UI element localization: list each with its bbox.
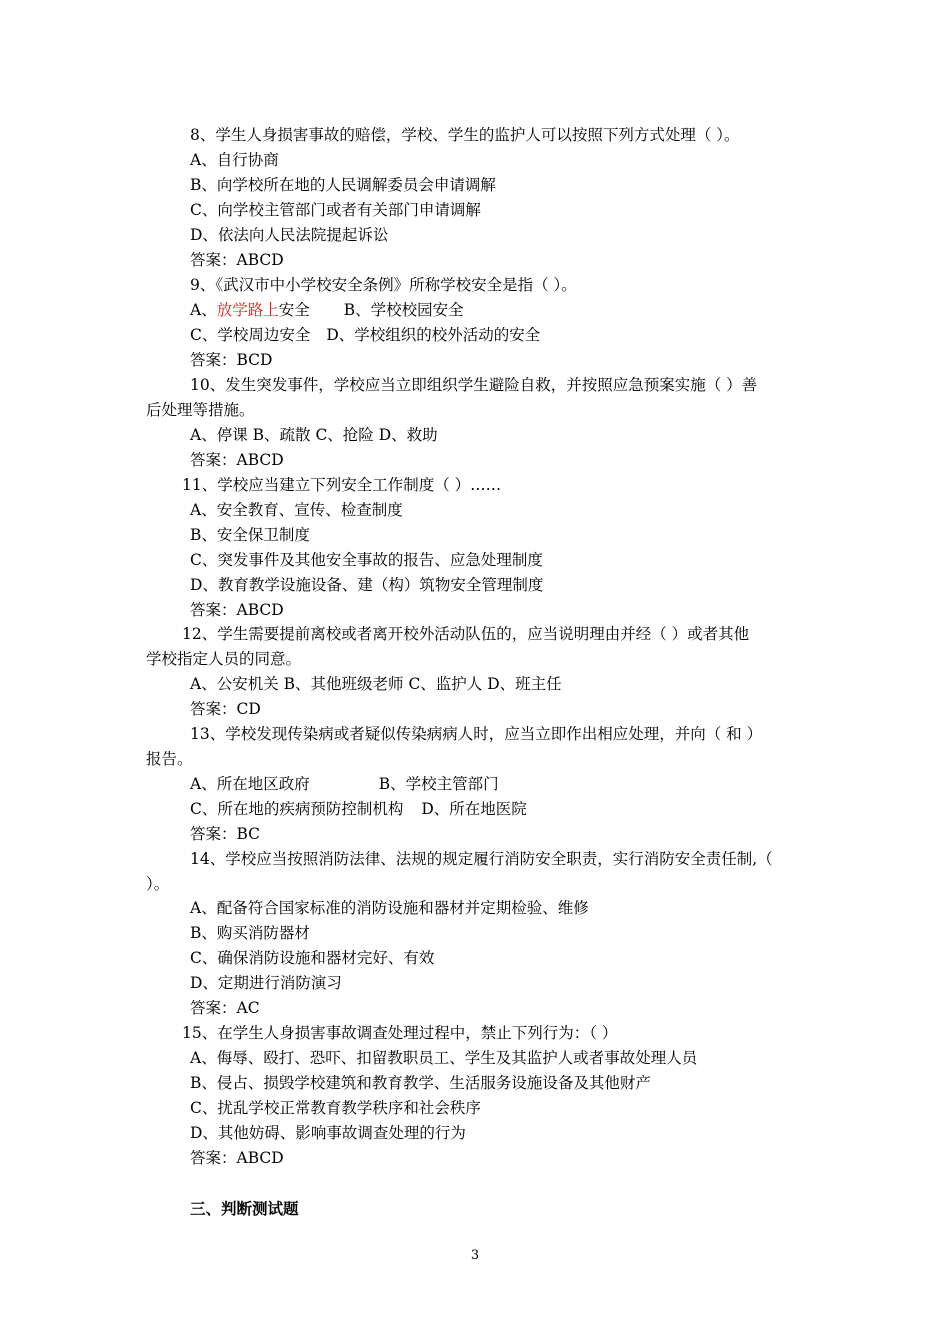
question-13-option-b: B、学校主管部门 [378, 775, 499, 793]
question-8-answer: 答案：ABCD [190, 251, 284, 269]
question-15-stem: 15、在学生人身损害事故调查处理过程中，禁止下列行为：（ ） [182, 1024, 618, 1042]
question-15-answer: 答案：ABCD [190, 1149, 284, 1167]
question-14-option-c: C、确保消防设施和器材完好、有效 [190, 949, 435, 967]
section-heading: 三、判断测试题 [190, 1199, 299, 1218]
page-number: 3 [470, 1248, 480, 1263]
question-14-stem-line-1: 14、学校应当按照消防法律、法规的规定履行消防安全职责，实行消防安全责任制,（ [190, 850, 773, 868]
question-13-options-ab [190, 772, 499, 797]
question-9-option-a-suffix: 安全 [278, 301, 310, 319]
question-11-option-c: C、突发事件及其他安全事故的报告、应急处理制度 [190, 551, 543, 569]
question-14-option-b: B、购买消防器材 [190, 924, 310, 942]
question-9-option-a-prefix: A、 [190, 301, 217, 319]
question-10-answer: 答案：ABCD [190, 451, 284, 469]
question-11-option-b: B、安全保卫制度 [190, 526, 310, 544]
question-10-options: A、停课 B、疏散 C、抢险 D、救助 [190, 426, 438, 444]
question-14-stem-line-2: ）。 [146, 875, 170, 893]
question-11-option-d: D、教育教学设施设备、建（构）筑物安全管理制度 [190, 576, 544, 594]
question-14-answer: 答案：AC [190, 999, 260, 1017]
question-8-option-c: C、向学校主管部门或者有关部门申请调解 [190, 201, 481, 219]
question-8-stem: 8、学生人身损害事故的赔偿，学校、学生的监护人可以按照下列方式处理（ ）。 [190, 126, 740, 144]
question-15-option-a: A、侮辱、殴打、恐吓、扣留教职员工、学生及其监护人或者事故处理人员 [190, 1049, 698, 1067]
question-13-answer: 答案：BC [190, 825, 261, 843]
question-15-option-b: B、侵占、损毁学校建筑和教育教学、生活服务设施设备及其他财产 [190, 1074, 651, 1092]
question-9-option-b: B、学校校园安全 [343, 301, 464, 319]
question-8-option-a: A、自行协商 [190, 151, 279, 169]
question-13-option-a: A、所在地区政府 [190, 775, 310, 793]
question-12-answer: 答案：CD [190, 700, 261, 718]
question-13-option-d: D、所在地医院 [421, 800, 527, 818]
question-13-stem-line-1: 13、学校发现传染病或者疑似传染病病人时，应当立即作出相应处理，并向（ 和 ） [190, 725, 763, 743]
question-11-option-a: A、安全教育、宣传、检查制度 [190, 501, 403, 519]
question-9-option-a-highlight: 放学路上 [216, 301, 279, 319]
question-15-option-c: C、扰乱学校正常教育教学秩序和社会秩序 [190, 1099, 481, 1117]
question-8-option-b: B、向学校所在地的人民调解委员会申请调解 [190, 176, 496, 194]
question-9-stem: 9、《武汉市中小学校安全条例》所称学校安全是指（ ）。 [190, 276, 577, 294]
question-9-option-c: C、学校周边安全 [190, 326, 311, 344]
question-9-answer: 答案：BCD [190, 351, 273, 369]
question-14-option-a: A、配备符合国家标准的消防设施和器材并定期检验、维修 [190, 899, 589, 917]
question-9-options-ab [190, 298, 464, 323]
question-15-option-d: D、其他妨碍、影响事故调查处理的行为 [190, 1124, 466, 1142]
question-8-option-d: D、依法向人民法院提起诉讼 [190, 226, 389, 244]
question-13-options-cd [190, 797, 527, 822]
question-13-stem-line-2: 报告。 [146, 750, 193, 768]
question-10-stem-line-2: 后处理等措施。 [146, 401, 255, 419]
question-10-stem-line-1: 10、发生突发事件，学校应当立即组织学生避险自救，并按照应急预案实施（ ）善 [190, 376, 758, 394]
question-12-options: A、公安机关 B、其他班级老师 C、监护人 D、班主任 [190, 675, 562, 693]
question-14-option-d: D、定期进行消防演习 [190, 974, 342, 992]
question-9-options-cd [190, 323, 540, 348]
question-11-answer: 答案：ABCD [190, 601, 284, 619]
question-9-option-d: D、学校组织的校外活动的安全 [326, 326, 541, 344]
question-11-stem: 11、学校应当建立下列安全工作制度（ ）…… [182, 476, 502, 494]
question-12-stem-line-1: 12、学生需要提前离校或者离开校外活动队伍的，应当说明理由并经（ ）或者其他 [182, 625, 750, 643]
question-12-stem-line-2: 学校指定人员的同意。 [146, 650, 302, 668]
question-13-option-c: C、所在地的疾病预防控制机构 [190, 800, 404, 818]
